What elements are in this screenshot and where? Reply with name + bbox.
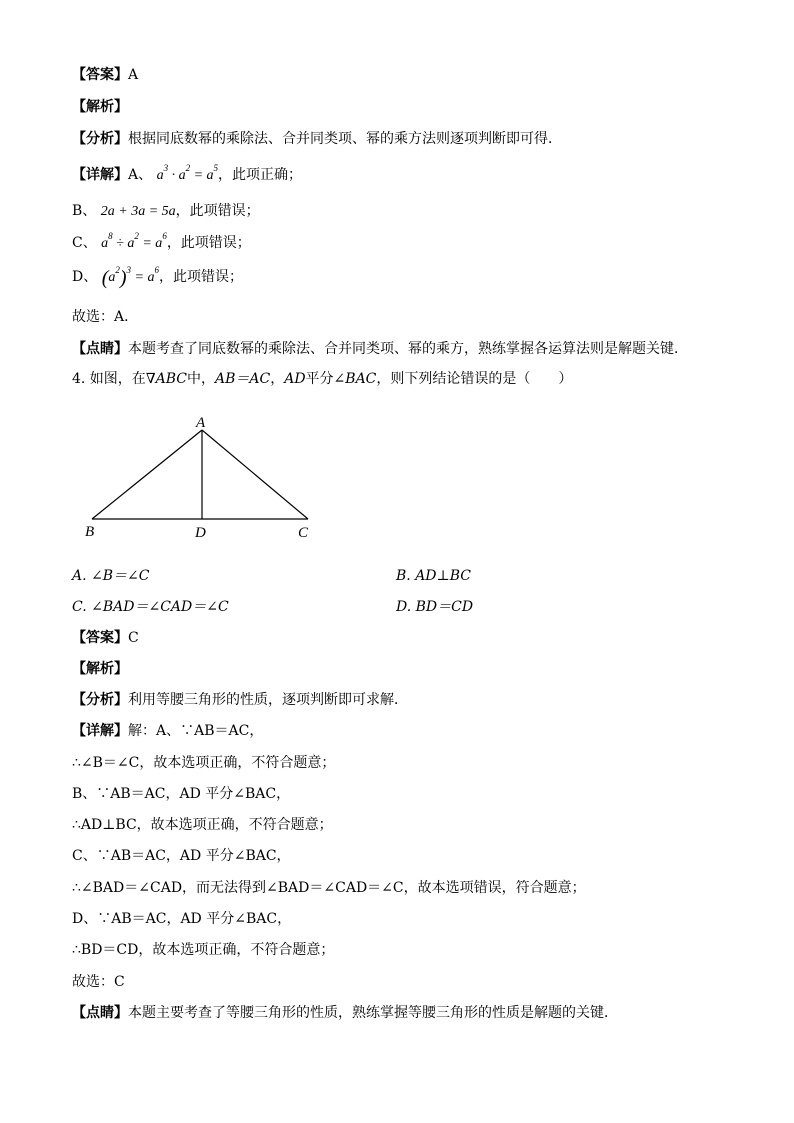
stem-text-3: 平分 <box>305 371 334 387</box>
option-c-prefix: C、 <box>72 235 97 251</box>
q3-detail-a <box>72 165 754 186</box>
q4-stem <box>72 369 754 389</box>
answer-value: A <box>128 67 139 83</box>
q4-detail-line-1: ∴∠B＝∠C，故本选项正确，不符合题意； <box>72 755 336 771</box>
comment-text: 本题考查了同底数幂的乘除法、合并同类项、幂的乘方，熟练掌握各运算法则是解题关键． <box>128 341 688 357</box>
q4-option-b: B. AD⊥BC <box>396 568 471 584</box>
label-d: D <box>195 525 206 541</box>
q4-detail-line-7: ∴BD＝CD，故本选项正确，不符合题意； <box>72 942 335 958</box>
q4-option-d: D. BD＝CD <box>396 599 474 615</box>
option-b-suffix: ，此项错误； <box>175 203 260 219</box>
option-d-prefix: D、 <box>72 269 98 285</box>
fenxi-text: 利用等腰三角形的性质，逐项判断即可求解． <box>128 692 408 708</box>
stem-bac: ∠BAC <box>333 371 377 387</box>
q3-detail-c <box>72 233 754 254</box>
expr-c: $a^8 \div a^2 = a^6$ <box>101 231 167 251</box>
label-b: B <box>85 524 95 540</box>
expr-d: $(a^2)^3 = a^6$ <box>101 265 159 289</box>
q4-fenxi-line <box>72 690 754 710</box>
detail-label: 【详解】 <box>72 723 128 739</box>
triangle-figure <box>80 408 330 548</box>
option-a-suffix: ，此项正确； <box>218 167 303 183</box>
option-d-suffix: ，此项错误； <box>158 269 243 285</box>
q4-answer-line <box>72 628 754 648</box>
comment-text: 本题主要考查了等腰三角形的性质，熟练掌握等腰三角形的性质是解题的关键． <box>128 1005 618 1021</box>
fenxi-label: 【分析】 <box>72 131 128 147</box>
q3-answer-line <box>72 65 754 85</box>
triangle-symbol: ∇ABC <box>145 371 187 387</box>
answer-label: 【答案】 <box>72 67 128 83</box>
q3-detail-b <box>72 201 754 222</box>
q4-analysis-heading: 【解析】 <box>72 661 128 677</box>
q4-detail-line-0 <box>72 721 754 741</box>
detail-text: 解：A、∵AB＝AC， <box>128 723 264 739</box>
detail-label: 【详解】 <box>72 167 128 183</box>
option-b-prefix: B、 <box>72 203 97 219</box>
label-a: A <box>196 415 206 431</box>
side-ab <box>92 430 202 519</box>
q4-detail-line-3: ∴AD⊥BC，故本选项正确，不符合题意； <box>72 817 333 833</box>
q4-detail-line-8: 故选：C <box>72 974 125 990</box>
q4-comment <box>72 1003 754 1023</box>
q4-detail-line-2: B、∵AB＝AC，AD 平分∠BAC， <box>72 786 291 802</box>
q3-fenxi-line <box>72 129 754 149</box>
comment-label: 【点睛】 <box>72 341 128 357</box>
fenxi-label: 【分析】 <box>72 692 128 708</box>
answer-value: C <box>128 630 139 646</box>
comment-label: 【点睛】 <box>72 1005 128 1021</box>
q4-option-c: C. ∠BAD＝∠CAD＝∠C <box>72 599 229 615</box>
q4-number: 4. 如图，在 <box>72 371 146 387</box>
option-a-prefix: A、 <box>128 167 153 183</box>
q4-detail-line-5: ∴∠BAD＝∠CAD，而无法得到∠BAD＝∠CAD＝∠C，故本选项错误，符合题意； <box>72 880 586 896</box>
stem-ad: AD <box>284 371 306 387</box>
expr-a: $a^3 \cdot a^2 = a^5$ <box>156 163 219 183</box>
stem-text-1: 中， <box>186 371 215 387</box>
answer-label: 【答案】 <box>72 630 128 646</box>
q3-choose: 故选：A． <box>72 309 139 325</box>
fenxi-text: 根据同底数幂的乘除法、合并同类项、幂的乘方法则逐项判断即可得． <box>128 131 562 147</box>
stem-text-2: ， <box>270 371 285 387</box>
q3-comment <box>72 339 754 359</box>
stem-text-4: ，则下列结论错误的是（ ） <box>376 371 573 387</box>
q4-option-a: A. ∠B＝∠C <box>72 568 150 584</box>
stem-ab-ac: AB＝AC <box>214 371 271 387</box>
q4-detail-line-6: D、∵AB＝AC，AD 平分∠BAC， <box>72 911 292 927</box>
expr-b: 2a + 3a = 5a <box>100 204 176 219</box>
option-c-suffix: ，此项错误； <box>166 235 251 251</box>
label-c: C <box>298 525 309 541</box>
q3-analysis-heading: 【解析】 <box>72 99 128 115</box>
side-ac <box>202 430 308 519</box>
q3-detail-d <box>72 267 754 288</box>
q4-detail-line-4: C、∵AB＝AC，AD 平分∠BAC， <box>72 848 291 864</box>
